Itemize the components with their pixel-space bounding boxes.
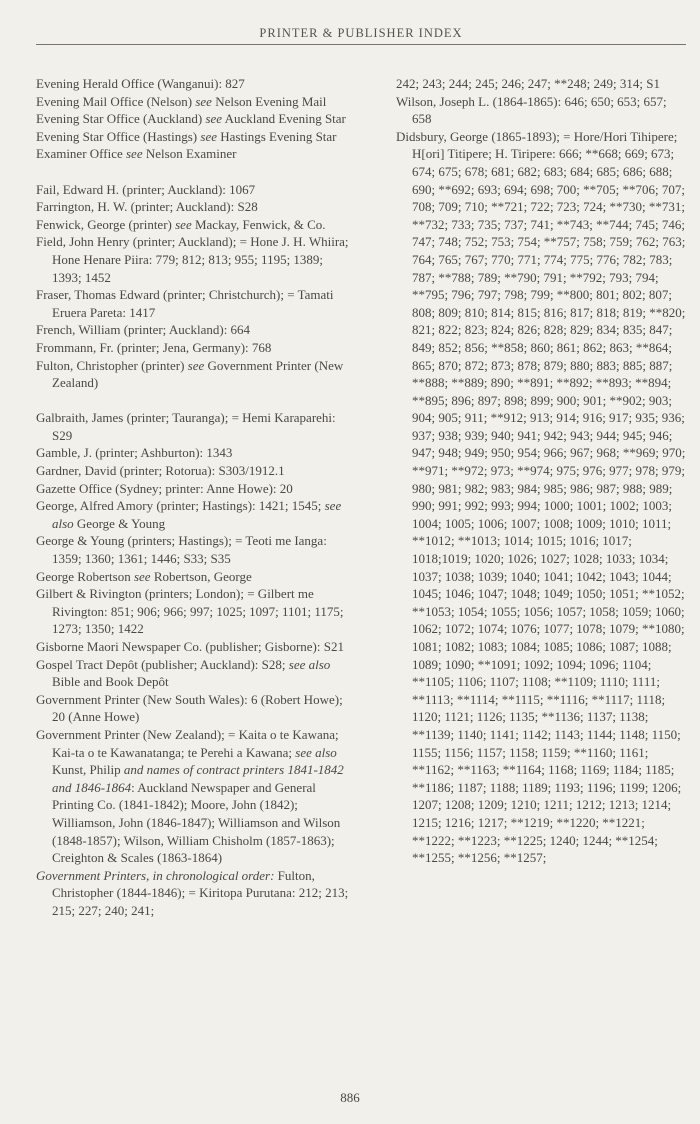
- entry-text: George & Young (printers; Hastings); = Teoti me Ianga: 1359; 1360; 1361; 1446; S33; S35: [36, 533, 327, 567]
- entry-text: see: [175, 216, 192, 232]
- index-entry: [36, 321, 354, 339]
- page-number: 886: [340, 1090, 360, 1105]
- entry-text: George, Alfred Amory (printer; Hastings): 1421; 1545;: [36, 498, 325, 514]
- entry-text: see: [195, 93, 212, 109]
- index-entry: [396, 128, 688, 867]
- entry-text: Gospel Tract Depôt (publisher; Auckland): S28;: [36, 656, 289, 672]
- entry-text: Gardner, David (printer; Rotorua): S303/1912.1: [36, 463, 285, 479]
- index-entry: [36, 75, 354, 93]
- index-entry: [36, 462, 354, 480]
- index-entry: [36, 286, 354, 321]
- entry-text: and names of contract printers 1841-1842 and 1846-1864: [52, 762, 344, 795]
- entry-text: Didsbury, George (1865-1893); = Hore/Hori Tihipere; H[ori] Titipere; H. Tiripere: 666; **668; 669; 673; 674; 675; 678; 681; 682; 683; 684; 685; 686; 688; 690; **692; 693; 694; 698; 700; **705; **706; 707; 708; 709; 710; **721; 722; 723; 724; **730; **731; **732; 733; 735; 737; 741; **743; **744; 745; 746; 747; 748; 752; 753; 754; **757; 758; 759; 762; 763; 764; 765; 767; 770; 771; 774; 775; 776; 782; 783; 787; **788; 789; **790; 791; **792; 793; 794; **795; 796; 797; 798; 799; **800; 801; 802; 807; 808; 809; 810; 814; 815; 816; 817; 818; 819; **820; 821; 822; 823; 824; 826; 828; 829; 834; 835; 847; 849; 852; 856; **858; 860; 861; 862; 863; **864; 865; 870; 872; 873; 878; 879; 880; 883; 885; 887; **888; **889; 890; **891; **892; **893; **894; **895; 896; 897; 898; 899; 900; 901; **902; 903; 904; 905; 911; **912; 913; 914; 916; 917; 935; 936; 937; 938; 939; 940; 941; 942; 943; 944; 945; 946; 947; 948; 949; 950; 954; 966; 967; 968; **969; 970; **971; **972; 973; **974; 975; 976; 977; 978; 979; 980; 981; 982; 983; 984; 985; 986; 987; 988; 989; 990; 991; 992; 993; 994; 1000; 1001; 1002; 1003; 1004; 1005; 1006; 1007; 1008; 1009; 1010; 1011; **1012; **1013; 1014; 1015; 1016; 1017; 1018;1019; 1020; 1026; 1027; 1028; 1033; 1034; 1037; 1038; 1039; 1040; 1041; 1042; 1043; 1044; 1045; 1046; 1047; 1048; 1049; 1050; 1051; **1052; **1053; 1054; 1055; 1056; 1057; 1058; 1059; 1060; 1062; 1072; 1074; 1076; 1077; 1078; 1079; **1080; 1081; 1082; 1083; 1084; 1085; 1086; 1087; 1088; 1089; 1090; **1091; 1092; 1094; 1096; 1104; **1105; 1106; 1107; 1108; **1109; 1110; 1111; **1113; **1114; **1115; **1116; **1117; 1118; 1120; 1121; 1126; 1135; **1136; 1137; 1138; **1139; 1140; 1141; 1142; 1143; 1144; 1148; 1150; 1155; 1156; 1157; 1158; 1159; **1160; 1161; **1162; **1163; **1164; 1168; 1169; 1184; 1185; **1186; 1187; 1188; 1189; 1193; 1196; 1199; 1206; 1207; 1208; 1209; 1210; 1211; 1212; 1213; 1214; 1215; 1216; 1217; **1219; **1220; **1221; **1222; **1223; **1225; 1240; 1244; **1254; **1255; **1256; **1257;: [396, 128, 686, 866]
- entry-text: Government Printer (New Zealand); = Kaita o te Kawana; Kai-ta o te Kawanatanga; te Perehi a Kawana;: [36, 726, 339, 760]
- entry-text: Evening Herald Office (Wanganui): 827: [36, 76, 245, 91]
- entry-text: Gilbert & Rivington (printers; London); = Gilbert me Rivington: 851; 906; 966; 997; 1025; 1097; 1101; 1175; 1273; 1350; 1422: [36, 586, 344, 637]
- index-entry: [36, 357, 354, 392]
- index-entry: [396, 75, 688, 93]
- entry-text: Examiner Office: [36, 146, 126, 162]
- index-entry: [36, 93, 354, 111]
- index-entry: [36, 726, 354, 867]
- entry-text: Nelson Evening Mail: [211, 93, 327, 109]
- index-entry: [36, 867, 354, 920]
- entry-text: Evening Mail Office (Nelson): [36, 93, 196, 109]
- entry-text: Field, John Henry (printer; Auckland); = Hone J. H. Whiira; Hone Henare Piira: 779; 812; 813; 955; 1195; 1389; 1393; 1452: [36, 234, 349, 285]
- entry-text: Gazette Office (Sydney; printer: Anne Howe): 20: [36, 480, 293, 496]
- entry-text: Kunst, Philip: [52, 762, 124, 778]
- entry-text: Robertson, George: [150, 568, 252, 584]
- entry-gap: [36, 392, 354, 410]
- entry-text: see: [205, 111, 223, 127]
- index-entry: [36, 110, 354, 128]
- index-entry: [36, 585, 354, 638]
- index-entry: [36, 145, 354, 163]
- index-entry: [36, 638, 354, 656]
- entry-text: Fail, Edward H. (printer; Auckland): 1067: [36, 181, 256, 197]
- entry-text: Nelson Examiner: [142, 146, 237, 162]
- index-entry: [36, 532, 354, 567]
- entry-text: Hastings Evening Star: [217, 128, 337, 144]
- index-entry: [36, 497, 354, 532]
- entry-text: see also: [52, 498, 342, 531]
- index-column-left: [36, 75, 354, 920]
- entry-text: see also: [288, 656, 331, 672]
- entry-text: Farrington, H. W. (printer; Auckland): S28: [36, 199, 258, 215]
- entry-text: Government Printer (New Zealand): [52, 357, 344, 391]
- entry-text: French, William (printer; Auckland): 664: [36, 322, 251, 338]
- entry-text: see also: [295, 744, 337, 760]
- entry-text: George & Young: [73, 515, 166, 531]
- index-entry: [36, 444, 354, 462]
- entry-text: see: [200, 128, 217, 144]
- header-rule: [36, 44, 686, 45]
- entry-gap: [36, 163, 354, 181]
- entry-text: George Robertson: [36, 568, 134, 584]
- entry-text: Government Printer (New South Wales): 6 (Robert Howe); 20 (Anne Howe): [36, 691, 343, 725]
- entry-text: Galbraith, James (printer; Tauranga); = Hemi Karaparehi: S29: [36, 410, 336, 443]
- running-head: PRINTER & PUBLISHER INDEX: [259, 26, 463, 40]
- entry-text: Fulton, Christopher (1844-1846); = Kiritopa Purutana: 212; 213; 215; 227; 240; 241;: [52, 867, 349, 918]
- entry-text: Gisborne Maori Newspaper Co. (publisher; Gisborne): S21: [36, 639, 344, 654]
- entry-text: Frommann, Fr. (printer; Jena, Germany): 768: [36, 339, 272, 355]
- entry-text: Bible and Book Depôt: [52, 674, 169, 690]
- entry-text: see: [187, 357, 205, 373]
- entry-text: Auckland Evening Star: [222, 111, 346, 127]
- entry-text: see: [126, 146, 143, 162]
- entry-text: Fraser, Thomas Edward (printer; Christchurch); = Tamati Eruera Pareta: 1417: [36, 287, 334, 320]
- entry-text: see: [133, 568, 151, 584]
- index-column-right: [396, 75, 688, 867]
- entry-text: Mackay, Fenwick, & Co.: [191, 216, 326, 232]
- entry-text: Fulton, Christopher (printer): [36, 357, 188, 373]
- index-entry: [36, 198, 354, 216]
- index-entry: [36, 181, 354, 199]
- index-entry: [36, 691, 354, 726]
- index-entry: [36, 656, 354, 691]
- entry-text: : Auckland Newspaper and General Printing Co. (1841-1842); Moore, John (1842); Williamson, John (1846-1847); Williamson and Wilson (1848-1857); Wilson, William Chisholm (1857-1863); Creighton & Scales (1863-1864): [52, 779, 341, 866]
- entry-text: Evening Star Office (Auckland): [36, 111, 206, 127]
- index-entry: [396, 93, 688, 128]
- index-entry: [36, 409, 354, 444]
- entry-text: Government Printers, in chronological order:: [36, 867, 275, 883]
- entry-text: 242; 243; 244; 245; 246; 247; **248; 249; 314; S1: [396, 76, 660, 91]
- index-entry: [36, 216, 354, 234]
- index-entry: [36, 480, 354, 498]
- index-entry: [36, 233, 354, 286]
- index-entry: [36, 339, 354, 357]
- entry-text: Gamble, J. (printer; Ashburton): 1343: [36, 445, 233, 461]
- entry-text: Evening Star Office (Hastings): [36, 128, 201, 144]
- index-entry: [36, 128, 354, 146]
- index-entry: [36, 568, 354, 586]
- entry-text: Fenwick, George (printer): [36, 216, 176, 232]
- entry-text: Wilson, Joseph L. (1864-1865): 646; 650; 653; 657; 658: [396, 93, 667, 127]
